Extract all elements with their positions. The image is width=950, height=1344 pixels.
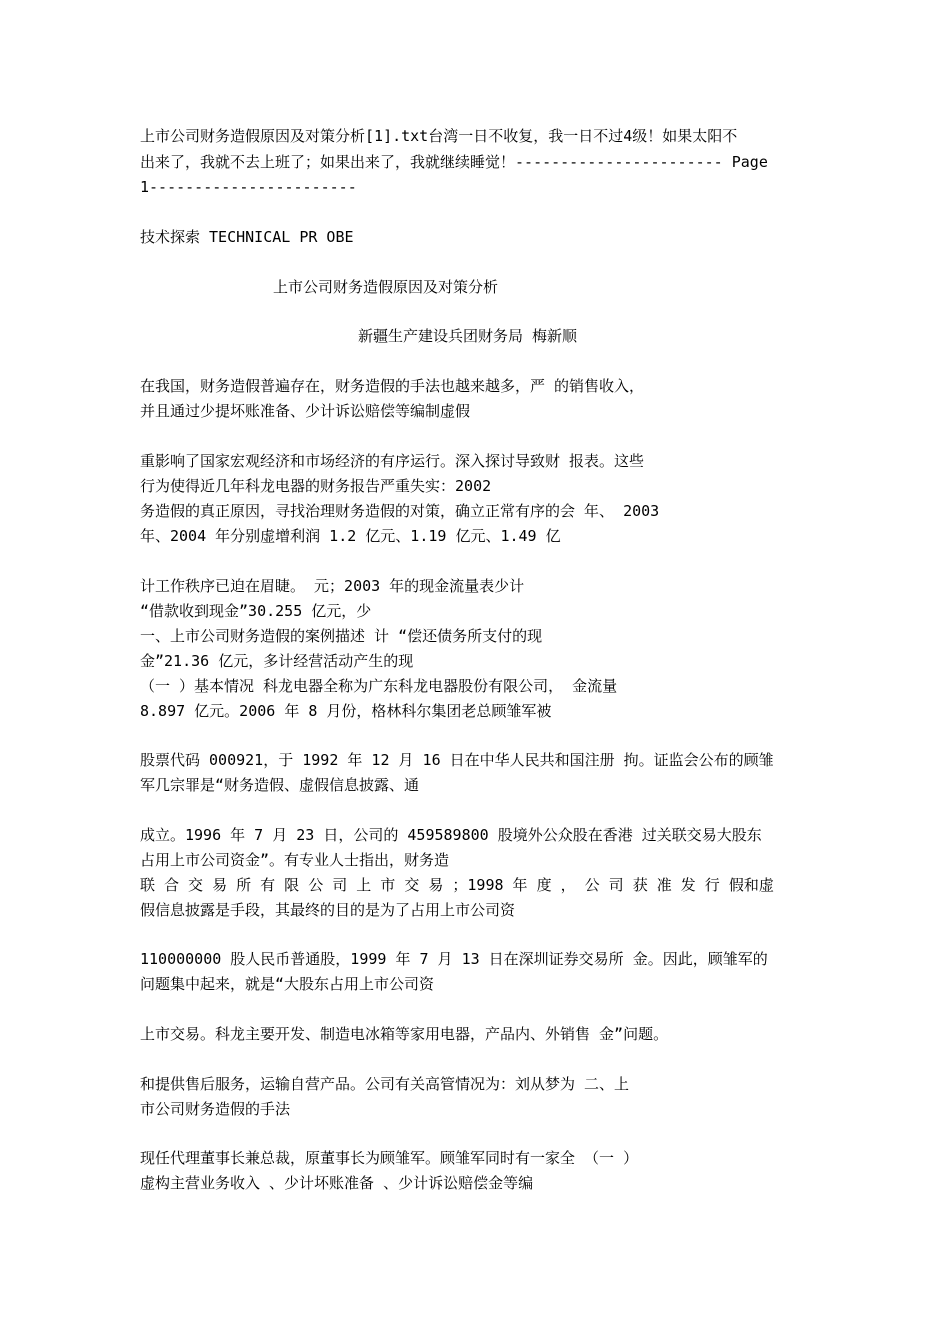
body-line: 现任代理董事长兼总裁，原董事长为顾雏军。顾雏军同时有一家全 （一 ） [140,1149,639,1167]
header-line: 1----------------------- [140,178,357,196]
body-line: 重影响了国家宏观经济和市场经济的有序运行。深入探讨导致财 报表。这些 [140,452,645,470]
body-line: 计工作秩序已迫在眉睫。 元；2003 年的现金流量表少计 [140,577,525,595]
body-line: 行为使得近几年科龙电器的财务报告严重失实：2002 [140,477,492,495]
section-label: 技术探索 TECHNICAL PR OBE [140,228,354,246]
body-line: 110000000 股人民币普通股，1999 年 7 月 13 日在深圳证券交易所 金。因此，顾雏军的 [140,950,768,968]
body-line: 问题集中起来，就是“大股东占用上市公司资 [140,975,435,993]
body-line: 军几宗罪是“财务造假、虚假信息披露、通 [140,776,420,794]
body-line: 联 合 交 易 所 有 限 公 司 上 市 交 易 ；1998 年 度 ， 公 司 获 准 发 行 假和虚 [140,876,774,894]
body-line: 8.897 亿元。2006 年 8 月份，格林科尔集团老总顾雏军被 [140,702,552,720]
body-line: 并且通过少提坏账准备、少计诉讼赔偿等编制虚假 [140,402,471,420]
body-line: 占用上市公司资金”。有专业人士指出，财务造 [140,851,450,869]
body-line: 和提供售后服务，运输自营产品。公司有关高管情况为：刘从梦为 二、上 [140,1075,630,1093]
body-line: 假信息披露是手段，其最终的目的是为了占用上市公司资 [140,901,516,919]
body-line: 成立。1996 年 7 月 23 日，公司的 459589800 股境外公众股在香港 过关联交易大股东 [140,826,762,844]
body-line: “借款收到现金”30.255 亿元，少 [140,602,372,620]
body-line: 上市交易。科龙主要开发、制造电冰箱等家用电器，产品内、外销售 金”问题。 [140,1025,669,1043]
body-line: （一 ）基本情况 科龙电器全称为广东科龙电器股份有限公司， 金流量 [140,677,618,695]
author-line: 新疆生产建设兵团财务局 梅新顺 [358,327,578,345]
header-line: 上市公司财务造假原因及对策分析[1].txt台湾一日不收复，我一日不过4级！如果太阳不 [140,127,738,145]
body-line: 年、2004 年分别虚增利润 1.2 亿元、1.19 亿元、1.49 亿 [140,527,561,545]
body-line: 虚构主营业务收入 、少计坏账准备 、少计诉讼赔偿金等编 [140,1174,534,1192]
body-line: 金”21.36 亿元，多计经营活动产生的现 [140,652,414,670]
body-line: 股票代码 000921，于 1992 年 12 月 16 日在中华人民共和国注册 拘。证监会公布的顾雏 [140,751,774,769]
body-line: 在我国，财务造假普遍存在，财务造假的手法也越来越多，严 的销售收入， [140,377,645,395]
header-line: 出来了，我就不去上班了；如果出来了，我就继续睡觉！----------------------- Page [140,153,768,171]
article-title: 上市公司财务造假原因及对策分析 [273,278,499,296]
body-line: 一、上市公司财务造假的案例描述 计 “偿还债务所支付的现 [140,627,543,645]
body-line: 市公司财务造假的手法 [140,1100,291,1118]
body-line: 务造假的真正原因，寻找治理财务造假的对策，确立正常有序的会 年、 2003 [140,502,660,520]
